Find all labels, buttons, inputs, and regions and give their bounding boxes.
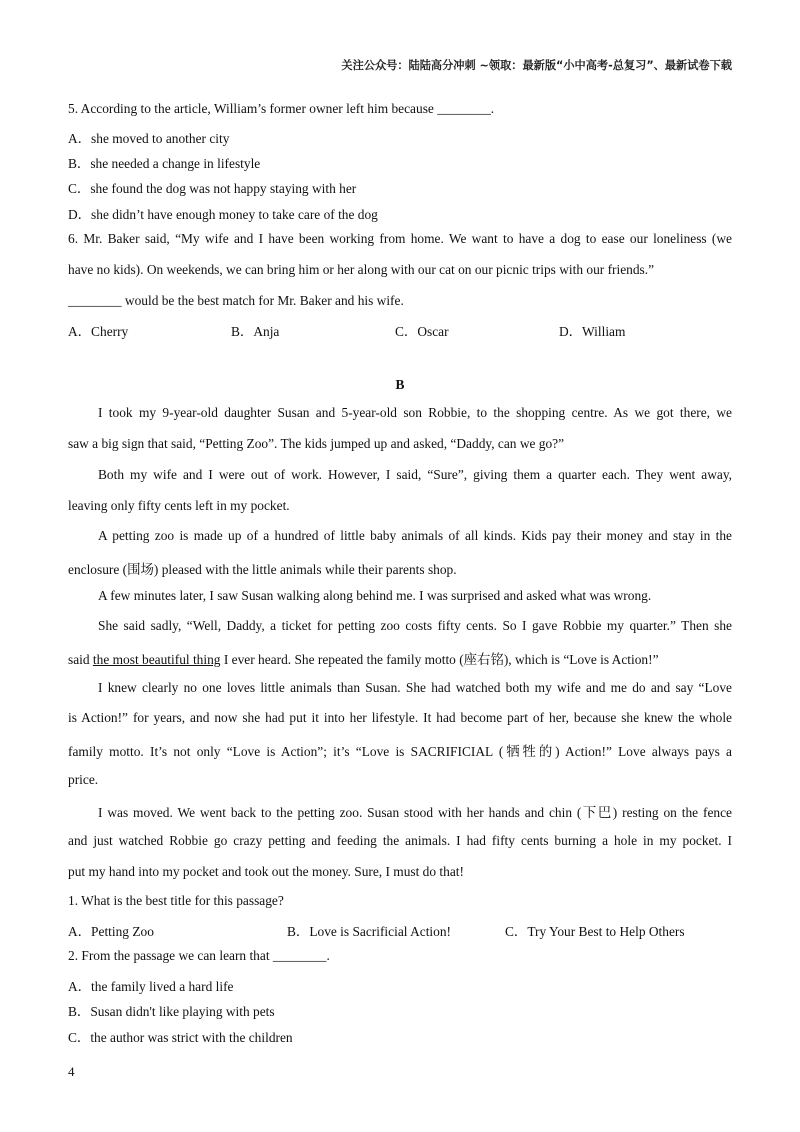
question-5-option-d: D．she didn’t have enough money to take care of the dog	[68, 207, 378, 222]
passage-line-with-underline	[68, 649, 732, 668]
passage-line: I was moved. We went back to the petting zoo. Susan stood with her hands and chin (下巴) resting on the fence	[98, 805, 732, 820]
passage-line: She said sadly, “Well, Daddy, a ticket for petting zoo costs fifty cents. So I gave Robbie my quarter.” Then she	[98, 618, 732, 633]
passage-line: I knew clearly no one loves little animals than Susan. She had watched both my wife and me do and say “Love	[98, 680, 732, 695]
b-question-1-option-c: C．Try Your Best to Help Others	[505, 924, 685, 939]
b-question-2-option-b: B．Susan didn't like playing with pets	[68, 1004, 275, 1019]
question-6-stem-line-2: have no kids). On weekends, we can bring him or her along with our cat on our picnic trips with our friends.”	[68, 262, 655, 277]
b-question-2-stem: 2. From the passage we can learn that ________.	[68, 948, 330, 963]
passage-line: enclosure (围场) pleased with the little animals while their parents shop.	[68, 562, 457, 577]
passage-text: said	[68, 652, 93, 667]
question-5-option-a: A．she moved to another city	[68, 131, 230, 146]
passage-line: A petting zoo is made up of a hundred of little baby animals of all kinds. Kids pay their money and stay in the	[98, 528, 732, 543]
passage-line: A few minutes later, I saw Susan walking along behind me. I was surprised and asked what was wrong.	[98, 588, 652, 603]
page-number: 4	[68, 1064, 75, 1079]
question-6-option-b: B．Anja	[231, 324, 280, 339]
passage-line: family motto. It’s not only “Love is Action”; it’s “Love is SACRIFICIAL (牺牲的) Action!” Love always pays a	[68, 744, 732, 759]
passage-text: I ever heard. She repeated the family motto (座右铭), which is “Love is Action!”	[220, 652, 659, 667]
section-b-heading: B	[395, 377, 405, 392]
passage-line: and just watched Robbie go crazy petting and feeding the animals. I had fifty cents burning a hole in my pocket. I	[68, 833, 732, 848]
question-6-stem-line-1: 6. Mr. Baker said, “My wife and I have been working from home. We want to have a dog to ease our loneliness (we	[68, 231, 732, 246]
page-header-banner: 关注公众号：陆陆高分冲刺 ~领取：最新版“小中高考-总复习”、最新试卷下载	[341, 59, 732, 72]
underlined-phrase: the most beautiful thing	[92, 652, 221, 667]
passage-line: I took my 9-year-old daughter Susan and 5-year-old son Robbie, to the shopping centre. As we got there, we	[98, 405, 732, 420]
question-6-option-c: C．Oscar	[395, 324, 449, 339]
b-question-2-option-a: A．the family lived a hard life	[68, 979, 234, 994]
passage-line: saw a big sign that said, “Petting Zoo”. The kids jumped up and asked, “Daddy, can we go?”	[68, 436, 565, 451]
b-question-1-option-b: B．Love is Sacrificial Action!	[287, 924, 451, 939]
question-5-option-b: B．she needed a change in lifestyle	[68, 156, 261, 171]
question-6-option-a: A．Cherry	[68, 324, 129, 339]
b-question-1-stem: 1. What is the best title for this passage?	[68, 893, 284, 908]
question-6-stem-line-3: ________ would be the best match for Mr. Baker and his wife.	[68, 293, 404, 308]
question-6-option-d: D．William	[559, 324, 626, 339]
b-question-1-option-a: A．Petting Zoo	[68, 924, 154, 939]
passage-line: is Action!” for years, and now she had put it into her lifestyle. It had become part of her, because she knew the whole	[68, 710, 732, 725]
passage-line: put my hand into my pocket and took out the money. Sure, I must do that!	[68, 864, 464, 879]
passage-line: Both my wife and I were out of work. However, I said, “Sure”, giving them a quarter each. They went away,	[98, 467, 732, 482]
question-5-option-c: C．she found the dog was not happy staying with her	[68, 181, 357, 196]
passage-line: leaving only fifty cents left in my pocket.	[68, 498, 290, 513]
passage-line: price.	[68, 772, 99, 787]
question-5-stem: 5. According to the article, William’s former owner left him because ________.	[68, 101, 495, 116]
b-question-2-option-c: C．the author was strict with the children	[68, 1030, 293, 1045]
